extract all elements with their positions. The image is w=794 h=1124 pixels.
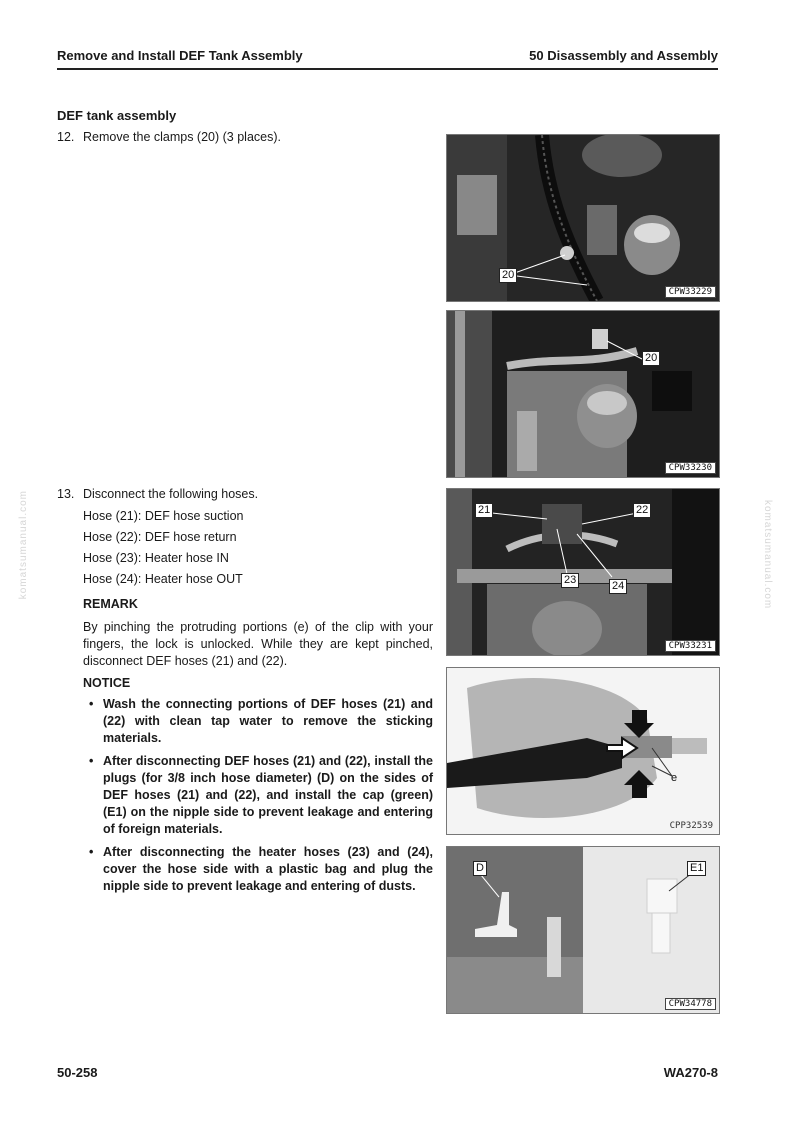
hose-item: Hose (24): Heater hose OUT xyxy=(83,572,243,586)
callout-20: 20 xyxy=(642,351,660,366)
watermark-right: komatsumanual.com xyxy=(762,500,773,610)
callout-24: 24 xyxy=(609,579,627,594)
figure-plug-cap xyxy=(446,846,720,1014)
figure-code: CPW34778 xyxy=(665,998,716,1010)
notice-item: • After disconnecting the heater hoses (23) and (24), cover the hose side with a plastic bag and plug the nipple side to prevent leakage and entering of dusts. xyxy=(89,845,433,893)
hose-item: Hose (23): Heater hose IN xyxy=(83,551,229,565)
remark-title: REMARK xyxy=(83,597,138,611)
photo-clip-pinch xyxy=(447,668,719,834)
photo-engine-bay-2 xyxy=(447,311,719,477)
callout-d: D xyxy=(473,861,487,876)
header-title: Remove and Install DEF Tank Assembly xyxy=(57,48,303,63)
figure-hoses xyxy=(446,488,720,656)
step-text: Disconnect the following hoses. xyxy=(83,487,259,501)
header-chapter: 50 Disassembly and Assembly xyxy=(529,48,718,63)
step-number: 12. xyxy=(57,130,75,144)
notice-item-text: After disconnecting DEF hoses (21) and (22), install the plugs (for 3/8 inch hose diameter) (D) on the sides of DEF hoses (21) and (22), and install the cap (green) (E1) on the nipple side to prevent leakage and entering of foreign materials. xyxy=(103,754,433,836)
figure-code: CPW33230 xyxy=(665,462,716,474)
figure-clip-pinch xyxy=(446,667,720,835)
hose-item: Hose (21): DEF hose suction xyxy=(83,509,244,523)
callout-22: 22 xyxy=(633,503,651,518)
figure-clamps-1 xyxy=(446,134,720,302)
notice-list xyxy=(83,696,433,901)
watermark-left: komatsumanual.com xyxy=(18,490,29,600)
section-title: DEF tank assembly xyxy=(57,108,177,123)
header-rule xyxy=(57,68,718,70)
figure-code: CPW33231 xyxy=(665,640,716,652)
notice-item: • After disconnecting DEF hoses (21) and (22), install the plugs (for 3/8 inch hose diameter) (D) on the sides of DEF hoses (21) and (22), and install the cap (green) (E1) on the nipple side to prevent leakage and entering of foreign materials. xyxy=(89,754,433,836)
model-number: WA270-8 xyxy=(663,1065,718,1080)
callout-23: 23 xyxy=(561,573,579,588)
step-number: 13. xyxy=(57,487,75,501)
remark-text: By pinching the protruding portions (e) of the clip with your fingers, the lock is unlocked. While they are kept pinched, disconnect DEF hoses (21) and (22). xyxy=(83,620,433,668)
notice-item-text: After disconnecting the heater hoses (23) and (24), cover the hose side with a plastic bag and plug the nipple side to prevent leakage and entering of dusts. xyxy=(103,845,433,893)
callout-20: 20 xyxy=(499,268,517,283)
page-number: 50-258 xyxy=(57,1065,98,1080)
notice-item-text: Wash the connecting portions of DEF hoses (21) and (22) with clean tap water to remove the sticking materials. xyxy=(103,697,433,745)
hose-item: Hose (22): DEF hose return xyxy=(83,530,237,544)
figure-clamps-2 xyxy=(446,310,720,478)
notice-item: • Wash the connecting portions of DEF hoses (21) and (22) with clean tap water to remove the sticking materials. xyxy=(89,697,433,745)
figure-code: CPW33229 xyxy=(665,286,716,298)
callout-e1: E1 xyxy=(687,861,706,876)
figure-code: CPP32539 xyxy=(669,821,713,831)
callout-e: e xyxy=(671,772,678,784)
callout-21: 21 xyxy=(475,503,493,518)
notice-title: NOTICE xyxy=(83,676,131,690)
photo-engine-bay-1 xyxy=(447,135,719,301)
step-text: Remove the clamps (20) (3 places). xyxy=(83,130,281,144)
photo-plug-cap xyxy=(447,847,719,1013)
